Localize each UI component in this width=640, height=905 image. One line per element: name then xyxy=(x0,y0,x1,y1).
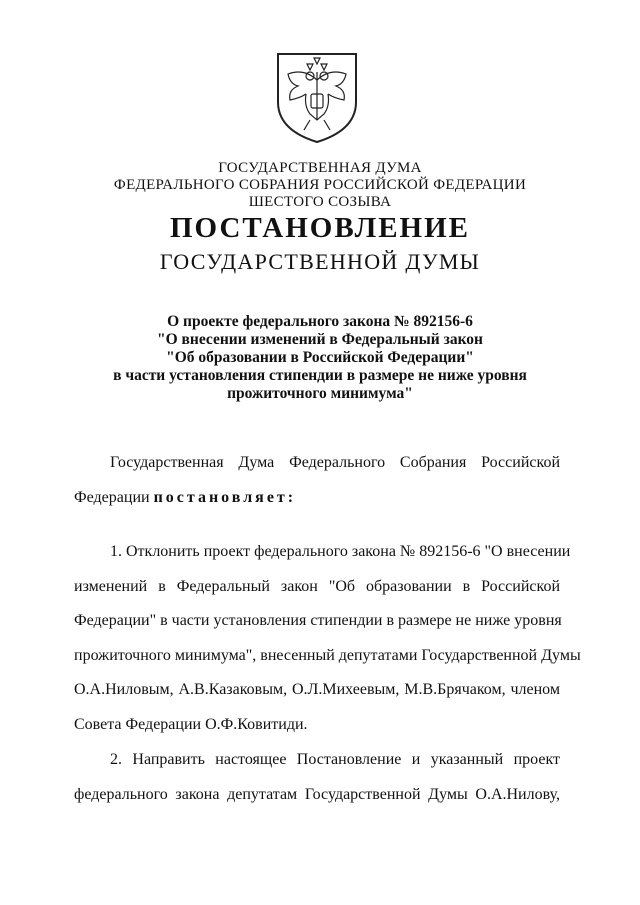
intro-prefix: Федерации xyxy=(74,489,154,506)
russian-coat-of-arms-emblem xyxy=(274,50,360,144)
header-line-2: ФЕДЕРАЛЬНОГО СОБРАНИЯ РОССИЙСКОЙ ФЕДЕРАЦИИ xyxy=(113,177,527,193)
paragraph-line: 1. Отклонить проект федерального закона № 892156-6 "О внесении xyxy=(110,543,571,560)
subject-line: в части установления стипендии в размере не ниже уровня xyxy=(113,367,527,384)
paragraph-line: Совета Федерации О.Ф.Ковитиди. xyxy=(74,716,308,733)
paragraph-line: 2. Направить настоящее Постановление и указанный проект xyxy=(110,751,560,768)
paragraph-line: изменений в Федеральный закон "Об образовании в Российской xyxy=(74,578,560,595)
subject-line: прожиточного минимума" xyxy=(227,385,413,402)
intro-line xyxy=(74,489,560,507)
header-line-3: ШЕСТОГО СОЗЫВА xyxy=(248,194,392,210)
subject-line: "Об образовании в Российской Федерации" xyxy=(166,349,474,366)
subject-line: О проекте федерального закона № 892156-6 xyxy=(167,313,473,330)
document-title: ПОСТАНОВЛЕНИЕ xyxy=(169,212,470,244)
paragraph-line: О.А.Ниловым, А.В.Казаковым, О.Л.Михеевым, М.В.Брячаком, членом xyxy=(74,681,560,698)
header-line-1: ГОСУДАРСТВЕННАЯ ДУМА xyxy=(218,160,422,176)
paragraph-line: федерального закона депутатам Государственной Думы О.А.Нилову, xyxy=(74,786,560,803)
subject-line: "О внесении изменений в Федеральный закон xyxy=(157,331,483,348)
document-subtitle: ГОСУДАРСТВЕННОЙ ДУМЫ xyxy=(159,249,481,274)
decree-verb: постановляет: xyxy=(153,489,297,506)
paragraph-line: прожиточного минимума", внесенный депутатами Государственной Думы xyxy=(74,647,581,664)
paragraph-line: Федерации" в части установления стипендии в размере не ниже уровня xyxy=(74,612,562,629)
intro-line: Государственная Дума Федерального Собрания Российской xyxy=(110,454,560,471)
